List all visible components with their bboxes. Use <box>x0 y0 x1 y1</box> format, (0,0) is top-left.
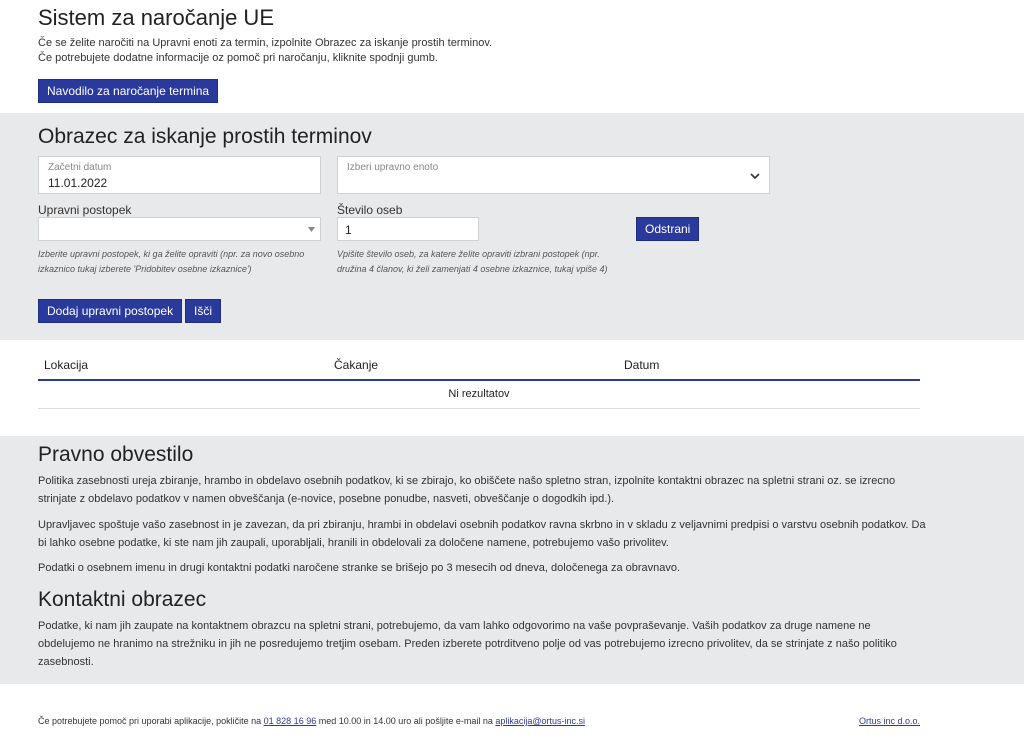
unit-select-label: Izberi upravno enoto <box>347 162 439 173</box>
start-date-value: 11.01.2022 <box>48 176 108 190</box>
chevron-down-icon <box>750 172 760 180</box>
intro-line-2: Če potrebujete dodatne informacije oz pomoč pri naročanju, kliknite spodnji gumb. <box>38 52 438 64</box>
footer-email-link[interactable]: aplikacija@ortus-inc.si <box>495 716 586 726</box>
contact-paragraph: Podatke, ki nam jih zaupate na kontaktnem obrazcu na spletni strani, potrebujemo, da vam lahko odgovorimo na vaše povpraševanje. Vaših podatkov za druge namene ne obdelujemo ne hranimo na strežniku in jih ne posredujemo tretjim osebam. Preden izberete potrditveno polje od vas potrebujemo izrecno privolitev, da se strinjate z našo politiko zasebnosti. <box>38 620 897 668</box>
legal-paragraph-1: Politika zasebnosti ureja zbiranje, hrambo in obdelavo osebnih podatkov, ki se zbirajo, ko obiščete našo spletno stran, izpolnite kontaktni obrazec na spletni strani oz. se izrecno strinjate z obdelavo podatkov v namen obveščanja (e-novice, posebne ponudbe, nasveti, obveščanje o dogodkih ipd.). <box>38 475 896 505</box>
column-header-waiting: Čakanje <box>334 358 379 372</box>
persons-input[interactable] <box>337 217 479 241</box>
guide-button[interactable]: Navodilo za naročanje termina <box>38 79 218 103</box>
procedure-hint: Izberite upravni postopek, ki ga želite opraviti (npr. za novo osebno izkaznico tukaj izberete 'Pridobitev osebne izkaznice') <box>38 249 305 274</box>
unit-select[interactable] <box>337 156 770 194</box>
add-procedure-button[interactable]: Dodaj upravni postopek <box>38 299 182 323</box>
table-row-divider <box>38 408 920 409</box>
start-date-label: Začetni datum <box>48 162 112 173</box>
persons-value: 1 <box>345 223 352 237</box>
footer-text-middle: med 10.00 in 14.00 uro ali pošljite e-mail na <box>318 716 493 726</box>
footer-text-before: Če potrebujete pomoč pri uporabi aplikacije, pokličite na <box>38 716 262 726</box>
contact-title: Kontaktni obrazec <box>38 588 207 611</box>
legal-title: Pravno obvestilo <box>38 443 194 466</box>
legal-paragraph-2: Upravljavec spoštuje vašo zasebnost in je zavezan, da pri zbiranju, hrambi in obdelavi osebnih podatkov ravna skrbno in v skladu z veljavnimi predpisi o varstvu osebnih podatkov. Da bi lahko osebne podatke, ki ste nam jih zaupali, uporabljali, hranili in obdelovali za določene namene, potrebujemo vašo privolitev. <box>38 519 926 549</box>
persons-hint: Vpišite število oseb, za katere želite opraviti izbrani postopek (npr. družina 4 članov, ki želi zamenjati 4 osebne izkaznice, tukaj vpiše 4) <box>337 249 608 274</box>
footer-phone-link[interactable]: 01 828 16 96 <box>263 716 317 726</box>
caret-down-icon <box>308 227 315 232</box>
remove-button[interactable]: Odstrani <box>636 217 699 241</box>
search-form-section <box>0 113 1024 340</box>
empty-results-text: Ni rezultatov <box>448 388 510 400</box>
procedure-select[interactable] <box>38 217 321 241</box>
table-header-divider <box>38 379 920 381</box>
page-title: Sistem za naročanje UE <box>38 5 274 30</box>
search-button[interactable]: Išči <box>185 299 221 323</box>
intro-line-1: Če se želite naročiti na Upravni enoti za termin, izpolnite Obrazec za iskanje prostih terminov. <box>38 37 493 49</box>
persons-label: Število oseb <box>337 203 403 217</box>
legal-section <box>0 436 1024 684</box>
footer-company-link[interactable]: Ortus inc d.o.o. <box>858 716 920 726</box>
column-header-location: Lokacija <box>44 358 89 372</box>
legal-paragraph-3: Podatki o osebnem imenu in drugi kontaktni podatki naročene stranke se brišejo po 3 mesecih od dneva, določenega za obravnavo. <box>38 562 681 574</box>
form-title: Obrazec za iskanje prostih terminov <box>38 125 372 148</box>
column-header-date: Datum <box>624 358 660 372</box>
start-date-field[interactable] <box>38 156 321 194</box>
footer-company <box>859 716 920 726</box>
procedure-label: Upravni postopek <box>38 203 132 217</box>
footer-help-text <box>38 716 585 726</box>
